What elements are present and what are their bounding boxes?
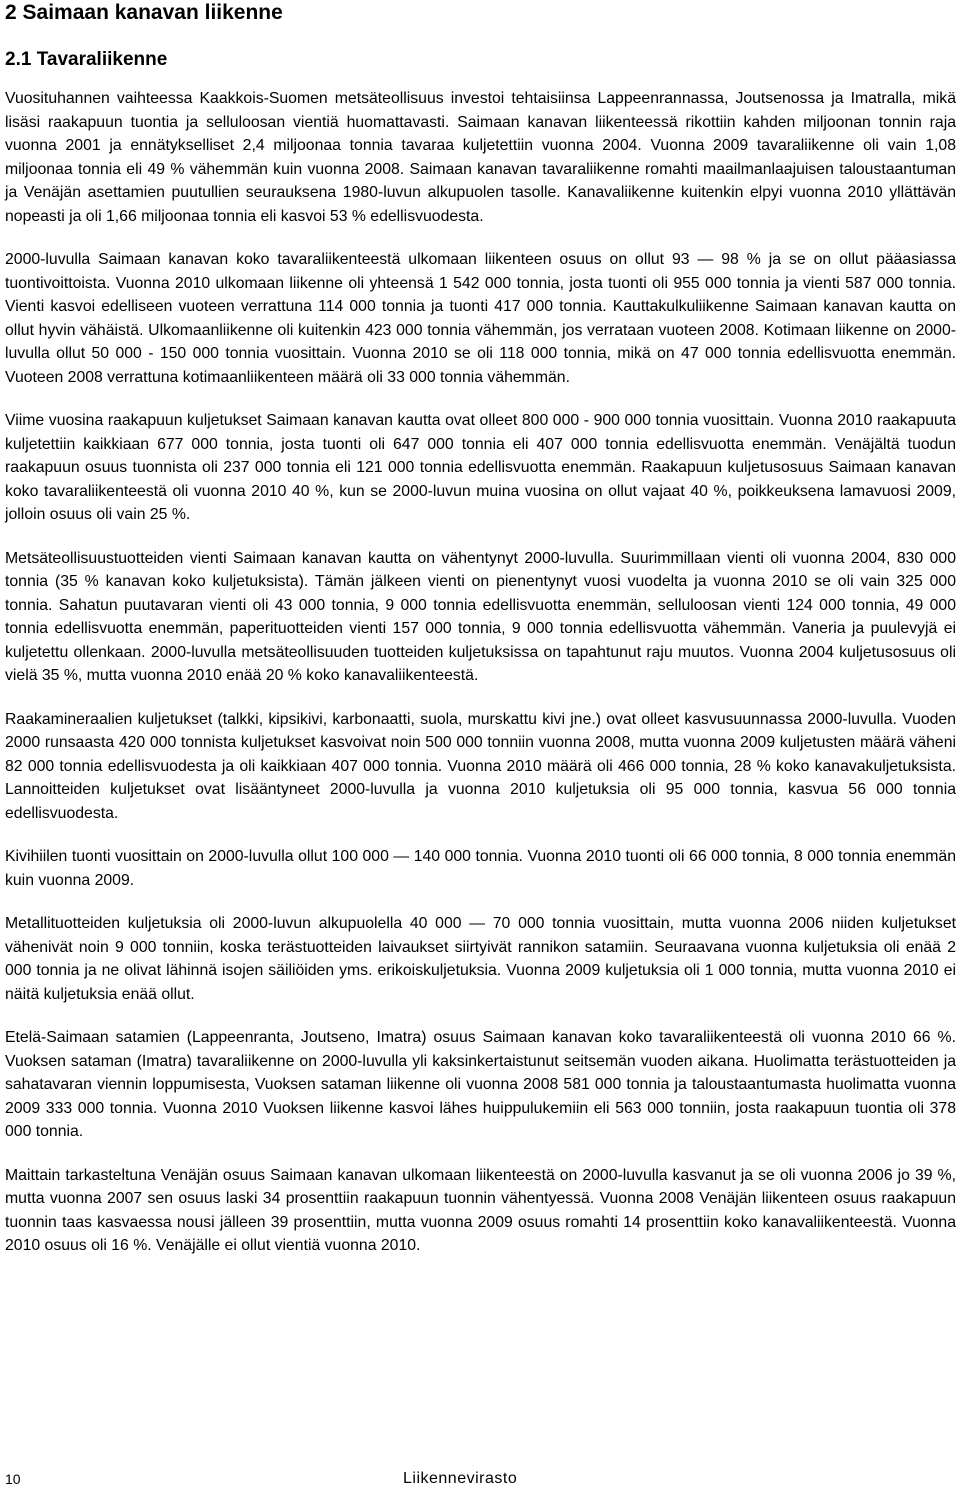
paragraph: Viime vuosina raakapuun kuljetukset Saimaan kanavan kautta ovat olleet 800 000 - 900 000 tonnia vuosittain. Vuonna 2010 raakapuuta kuljetettiin kaikkiaan 677 000 tonnia, josta tuonti oli 647 000 tonnia eli 407 000 tonnia edellisvuotta enemmän. Venäjältä tuodun raakapuun osuus tuonnista oli 237 000 tonnia eli 121 000 tonnia edellisvuotta enemmän. Raakapuun kuljetusosuus Saimaan kanavan koko tavaraliikenteestä oli vuonna 2010 40 %, kun se 2000-luvun muina vuosina on ollut vajaat 40 %, poikkeuksena lamavuosi 2009, jolloin osuus oli vain 25 %. xyxy=(5,412,956,523)
document-page xyxy=(5,0,956,1278)
body-text xyxy=(5,87,956,1258)
paragraph: 2000-luvulla Saimaan kanavan koko tavaraliikenteestä ulkomaan liikenteen osuus on ollut 93 — 98 % ja se on ollut pääasiassa tuontivoittoista. Vuonna 2010 ulkomaan liikenne oli yhteensä 1 542 000 tonnia, josta tuonti oli 955 000 tonnia ja vienti 587 000 tonnia. Vienti kasvoi edelliseen vuoteen verrattuna 114 000 tonnia ja tuonti 417 000 tonnia. Kauttakulkuliikenne Saimaan kanavan kautta on ollut hyvin vähäistä. Ulkomaanliikenne oli kuitenkin 423 000 tonnia vähemmän, jos verrataan vuoteen 2008. Kotimaan liikenne on 2000-luvulla ollut 50 000 - 150 000 tonnia vuosittain. Vuonna 2010 se oli 118 000 tonnia, mikä on 47 000 tonnia edellisvuotta enemmän. Vuoteen 2008 verrattuna kotimaanliikenteen määrä oli 33 000 tonnia vähemmän. xyxy=(5,251,956,386)
paragraph: Maittain tarkasteltuna Venäjän osuus Saimaan kanavan ulkomaan liikenteestä on 2000-luvulla kasvanut ja se oli vuonna 2006 jo 39 %, mutta vuonna 2007 sen osuus laski 34 prosenttiin raakapuun tuonnin vähentyessä. Vuonna 2008 Venäjän liikenteen osuus raakapuun tuonnin taas kasvaessa nousi jälleen 39 prosenttiin, mutta vuonna 2009 osuus romahti 14 prosenttiin koko kanavaliikenteestä. Vuonna 2010 osuus oli 16 %. Venäjälle ei ollut vientiä vuonna 2010. xyxy=(5,1166,956,1254)
chapter-heading: 2 Saimaan kanavan liikenne xyxy=(5,1,283,24)
page-number: 10 xyxy=(5,1471,21,1487)
paragraph: Vuosituhannen vaihteessa Kaakkois-Suomen metsäteollisuus investoi tehtaisiinsa Lappeenrannassa, Joutsenossa ja Imatralla, mikä lisäsi raakapuun tuontia ja selluloosan vientiä huomattavasti. Saimaan kanavan liikenteessä rikottiin kahden miljoonan tonnin raja vuonna 2001 ja ennätykselliset 2,4 miljoonaa tonnia tavaraa kuljetettiin vuonna 2004. Vuonna 2009 tavaraliikenne oli vain 1,08 miljoonaa tonnia eli 49 % vähemmän kuin vuonna 2008. Saimaan kanavan tavaraliikenne romahti maailmanlaajuisen taloustaantuman ja Venäjän asettamien puutullien seurauksena 1980-luvun alkupuolen tasolle. Kanavaliikenne kuitenkin elpyi vuonna 2010 yllättävän nopeasti ja oli 1,66 miljoonaa tonnia eli kasvoi 53 % edellisvuodesta. xyxy=(5,90,956,225)
page-footer xyxy=(5,1468,945,1490)
paragraph: Raakamineraalien kuljetukset (talkki, kipsikivi, karbonaatti, suola, murskattu kivi jne.) ovat olleet kasvusuunnassa 2000-luvulla. Vuoden 2000 runsaasta 420 000 tonnista kuljetukset kasvoivat noin 500 000 tonniin vuonna 2008, mutta vuonna 2009 kuljetusten määrä väheni 82 000 tonnia edellisvuodesta ja oli kaikkiaan 407 000 tonnia. Vuonna 2010 määrä oli 466 000 tonnia, 28 % koko kanavakuljetuksista. Lannoitteiden kuljetukset ovat lisääntyneet 2000-luvulla ja vuonna 2010 kuljetuksia oli 95 000 tonnia, kasvua 56 000 tonnia edellisvuodesta. xyxy=(5,710,956,822)
paragraph: Metsäteollisuustuotteiden vienti Saimaan kanavan kautta on vähentynyt 2000-luvulla. Suurimmillaan vienti oli vuonna 2004, 830 000 tonnia (35 % kanavan koko kuljetuksista). Tämän jälkeen vienti on pienentynyt vuosi vuodelta ja vuonna 2010 se oli vain 325 000 tonnia. Sahatun puutavaran vienti oli 43 000 tonnia, 9 000 tonnia edellisvuotta enemmän, selluloosan vienti 124 000 tonnia, 49 000 tonnia edellisvuotta enemmän, paperituotteiden vienti 157 000 tonnia, 9 000 tonnia edellisvuotta vähemmän. Vaneria ja puulevyjä ei kuljetettu ollenkaan. 2000-luvulla metsäteollisuuden tuotteiden kuljetuksissa on tapahtunut raju muutos. Vuonna 2004 kuljetusosuus oli vielä 35 %, mutta vuonna 2010 enää 20 % koko kanavaliikenteestä. xyxy=(5,549,956,684)
paragraph: Etelä-Saimaan satamien (Lappeenranta, Joutseno, Imatra) osuus Saimaan kanavan koko tavaraliikenteestä oli vuonna 2010 66 %. Vuoksen sataman (Imatra) tavaraliikenne on 2000-luvulla yli kaksinkertaistunut seitsemän vuoden aikana. Huolimatta terästuotteiden ja sahatavaran viennin loppumisesta, Vuoksen sataman liikenne oli vuonna 2008 581 000 tonnia ja taloustaantumasta huolimatta vuonna 2009 333 000 tonnia. Vuonna 2010 Vuoksen liikenne kasvoi lähes huippulukemiin eli 563 000 tonniin, josta raakapuun tuontia oli 378 000 tonnia. xyxy=(5,1029,956,1140)
paragraph: Metallituotteiden kuljetuksia oli 2000-luvun alkupuolella 40 000 — 70 000 tonnia vuosittain, mutta vuonna 2006 niiden kuljetukset vähenivät noin 9 000 tonniin, koska terästuotteiden laivaukset siirtyivät rannikon satamiin. Seuraavana vuonna kuljetuksia oli enää 2 000 tonnia ja ne olivat lähinnä isojen säiliöiden yms. erikoiskuljetuksia. Vuonna 2009 kuljetuksia oli 1 000 tonnia, mutta vuonna 2010 ei näitä kuljetuksia enää ollut. xyxy=(5,915,956,1003)
paragraph: Kivihiilen tuonti vuosittain on 2000-luvulla ollut 100 000 — 140 000 tonnia. Vuonna 2010 tuonti oli 66 000 tonnia, 8 000 tonnia enemmän kuin vuonna 2009. xyxy=(5,848,956,889)
publisher-name: Liikennevirasto xyxy=(403,1470,518,1487)
section-heading: 2.1 Tavaraliikenne xyxy=(5,49,168,70)
